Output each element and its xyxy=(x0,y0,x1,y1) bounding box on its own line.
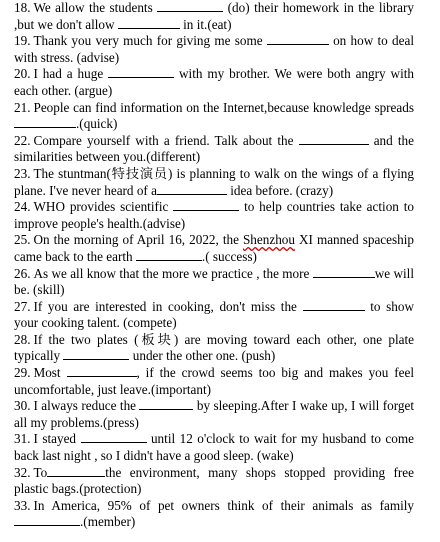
question-number: 30. xyxy=(14,398,31,414)
question-text: .(member) xyxy=(80,514,136,530)
question-number: 23. xyxy=(14,165,31,181)
question-item xyxy=(14,398,414,431)
question-text: The stuntman(特技演员) is planning to walk on the wings of a flying plane. I've never heard of a xyxy=(14,165,414,198)
answer-blank[interactable] xyxy=(173,199,239,211)
question-text: (do) their homework in the library ,but we don't allow xyxy=(14,0,414,32)
exercise-sheet xyxy=(14,0,414,531)
answer-blank[interactable] xyxy=(157,183,227,195)
question-text: We allow the students xyxy=(33,0,158,15)
question-text: WHO provides scientific xyxy=(33,199,174,215)
answer-blank[interactable] xyxy=(299,133,369,145)
question-item xyxy=(14,465,414,498)
question-item xyxy=(14,365,414,398)
question-text: Most xyxy=(33,365,67,381)
answer-blank[interactable] xyxy=(81,431,147,443)
answer-blank[interactable] xyxy=(63,348,129,360)
question-number: 25. xyxy=(14,232,31,248)
question-text: until 12 o'clock to wait for my husband to come back last night , so I didn't have a good sleep. (wake) xyxy=(14,431,414,464)
question-item xyxy=(14,498,414,531)
question-item xyxy=(14,232,414,265)
question-item xyxy=(14,33,414,66)
spellcheck-underlined-word: Shenzhou xyxy=(242,232,295,248)
question-text: the environment, many shops stopped providing free plastic bags.(protection) xyxy=(14,464,414,497)
question-item xyxy=(14,199,414,232)
question-number: 33. xyxy=(14,497,31,513)
question-item xyxy=(14,166,414,199)
question-text: On the morning of April 16, 2022, the xyxy=(33,232,243,248)
question-text: Compare yourself with a friend. Talk about the xyxy=(33,132,299,148)
question-number: 27. xyxy=(14,298,31,314)
question-text: on how to deal with stress. (advise) xyxy=(14,33,415,65)
question-text: and the similarities between you.(different) xyxy=(14,132,414,165)
question-number: 21. xyxy=(14,99,31,115)
answer-blank[interactable] xyxy=(157,0,223,12)
question-number: 32. xyxy=(14,464,31,480)
question-text: in it.(eat) xyxy=(179,16,232,32)
question-text: In America, 95% of pet owners think of their animals as family xyxy=(33,497,414,513)
question-text: to show your cooking talent. (compete) xyxy=(14,298,414,331)
answer-blank[interactable] xyxy=(67,365,137,377)
answer-blank[interactable] xyxy=(47,465,105,477)
question-item xyxy=(14,0,414,33)
answer-blank[interactable] xyxy=(303,299,365,311)
question-text: , if the crowd seems too big and makes you feel uncomfortable, just leave.(important) xyxy=(14,365,415,397)
question-text: with my brother. We were both angry with each other. (argue) xyxy=(14,66,414,98)
question-text: to help countries take action to improve people's health.(advise) xyxy=(14,199,414,231)
question-text: People can find information on the Internet,because knowledge spreads xyxy=(33,99,414,115)
answer-blank[interactable] xyxy=(267,33,329,45)
answer-blank[interactable] xyxy=(108,66,174,78)
answer-blank[interactable] xyxy=(313,266,375,278)
question-text: I had a huge xyxy=(33,66,109,82)
answer-blank[interactable] xyxy=(14,514,80,526)
question-number: 26. xyxy=(14,265,31,281)
question-item xyxy=(14,332,414,365)
question-number: 18. xyxy=(14,0,31,15)
question-text: by sleeping.After I wake up, I will forget all my problems.(press) xyxy=(14,398,414,430)
question-text: we will be. (skill) xyxy=(14,265,414,298)
question-item xyxy=(14,100,414,133)
question-text: under the other one. (push) xyxy=(129,348,276,364)
question-text: I stayed xyxy=(33,431,81,447)
question-text: If you are interested in cooking, don't miss the xyxy=(33,298,303,314)
question-text: To xyxy=(33,464,48,480)
question-text: As we all know that the more we practice , the more xyxy=(33,265,313,281)
question-number: 24. xyxy=(14,199,31,215)
question-number: 20. xyxy=(14,66,31,82)
answer-blank[interactable] xyxy=(139,398,193,410)
answer-blank[interactable] xyxy=(118,17,180,29)
question-item xyxy=(14,431,414,464)
question-text: .(quick) xyxy=(76,116,118,132)
question-text: If the two plates (板块) are moving toward each other, one plate typically xyxy=(14,331,414,364)
question-item xyxy=(14,133,414,166)
question-number: 29. xyxy=(14,365,31,381)
question-item xyxy=(14,266,414,299)
answer-blank[interactable] xyxy=(14,116,76,128)
question-text: I always reduce the xyxy=(33,398,140,414)
question-text: Thank you very much for giving me some xyxy=(33,33,267,49)
question-text: XI manned spaceship came back to the earth xyxy=(14,232,414,264)
question-number: 28. xyxy=(14,331,31,347)
question-number: 22. xyxy=(14,132,31,148)
question-text: .( success) xyxy=(201,248,257,264)
question-number: 31. xyxy=(14,431,31,447)
question-text: idea before. (crazy) xyxy=(226,182,334,198)
answer-blank[interactable] xyxy=(136,249,202,261)
question-number: 19. xyxy=(14,33,31,49)
question-item xyxy=(14,299,414,332)
question-item xyxy=(14,66,414,99)
